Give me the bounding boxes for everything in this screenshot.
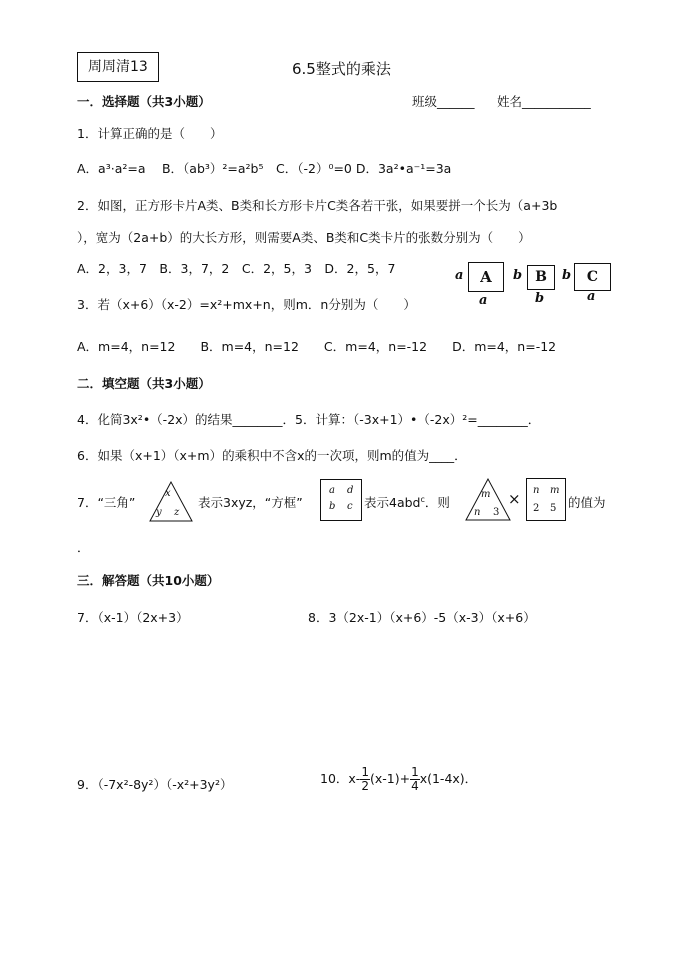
box-figure-1 [320, 479, 362, 521]
q10-part-c: x(1-4x)． [419, 771, 478, 786]
fraction-one-half [360, 766, 370, 793]
q7-solve: 7．（x-1）（2x+3） [77, 610, 189, 625]
box2-tr: m [550, 485, 560, 496]
name-field-label: 姓名___________ [497, 94, 591, 109]
times-sign: × [508, 490, 521, 508]
box2-br: 5 [550, 503, 557, 514]
q7-mid-3: ．则 [424, 495, 450, 510]
tri2-right: 3 [493, 507, 500, 518]
q2-stem-line1: 2．如图，正方形卡片A类、B类和长方形卡片C类各若干张，如果要拼一个长为（a+3b [77, 198, 558, 213]
q9-solve: 9．（-7x²-8y²）（-x²+3y²） [77, 777, 233, 792]
q2-stem-line2: ），宽为（2a+b）的大长方形，则需要A类、B类和C类卡片的张数分别为（ ） [77, 230, 531, 245]
box1-tl: a [329, 485, 335, 496]
frac2-numerator: 1 [411, 765, 419, 779]
tri2-top: m [481, 489, 491, 500]
q1-options: A．a³·a²=a B．（ab³）²=a²b⁵ C．（-2）⁰=0 D．3a²•a⁻¹=3a [77, 161, 452, 176]
tri1-right: z [174, 507, 180, 518]
card-a: A [468, 262, 504, 292]
q1-stem: 1．计算正确的是（ ） [77, 126, 223, 141]
card-c-side-bottom: a [587, 289, 596, 304]
tri1-top: x [165, 488, 171, 499]
box2-tl: n [533, 485, 540, 496]
q4-q5-text: 4．化简3x²•（-2x）的结果________．5．计算：（-3x+1）•（-2x）²=________． [77, 412, 541, 427]
q10-part-b: (x-1)+ [369, 771, 411, 786]
box2-bl: 2 [533, 503, 540, 514]
card-b-side-bottom: b [535, 291, 545, 306]
box1-br: c [347, 501, 353, 512]
q6-text: 6．如果（x+1）（x+m）的乘积中不含x的一次项，则m的值为____． [77, 448, 467, 463]
q7-suffix: 的值为 [568, 495, 606, 510]
q10-solve [320, 766, 477, 793]
q10-prefix: 10． [320, 771, 349, 786]
q7-trailing-dot: ． [77, 540, 90, 555]
fraction-one-quarter [410, 766, 420, 793]
tri1-left: y [156, 507, 162, 518]
section1-heading: 一．选择题（共3小题） [77, 94, 211, 109]
week-tag: 周周清13 [77, 52, 159, 82]
card-c-side-left: b [562, 268, 572, 283]
q10-part-a: x- [348, 771, 361, 786]
section2-heading: 二．填空题（共3小题） [77, 376, 211, 391]
q2-options: A．2，3，7 B．3，7，2 C．2，5，3 D．2，5，7 [77, 261, 396, 276]
box-figure-2 [526, 478, 566, 521]
card-b-side-left: b [513, 268, 523, 283]
q7-prefix: 7．“三角” [77, 495, 136, 510]
card-a-side-bottom: a [479, 293, 488, 308]
q7-mid-1: 表示3xyz，“方框” [198, 495, 303, 510]
q7-mid-2-main: 表示4abd [364, 495, 421, 510]
card-c: C [574, 263, 611, 291]
q7-mid-2 [364, 493, 450, 511]
q7-mid-2-sup: c [420, 494, 425, 504]
card-b: B [527, 265, 555, 290]
tri2-left: n [474, 507, 481, 518]
frac1-denominator: 2 [361, 779, 369, 793]
triangle-figure-1 [148, 480, 194, 523]
q3-options: A．m=4，n=12 B．m=4，n=12 C．m=4，n=-12 D．m=4，n=-12 [77, 339, 557, 354]
box1-tr: d [347, 485, 354, 496]
class-field-label: 班级______ [412, 94, 475, 109]
q8-solve: 8．3（2x-1）（x+6）-5（x-3）（x+6） [308, 610, 536, 625]
box1-bl: b [329, 501, 336, 512]
section3-heading: 三．解答题（共10小题） [77, 573, 220, 588]
frac2-denominator: 4 [411, 779, 419, 793]
q3-stem: 3．若（x+6）（x-2）=x²+mx+n，则m．n分别为（ ） [77, 297, 416, 312]
frac1-numerator: 1 [361, 765, 369, 779]
card-a-side-left: a [455, 268, 464, 283]
page-title: 6.5整式的乘法 [292, 60, 391, 78]
